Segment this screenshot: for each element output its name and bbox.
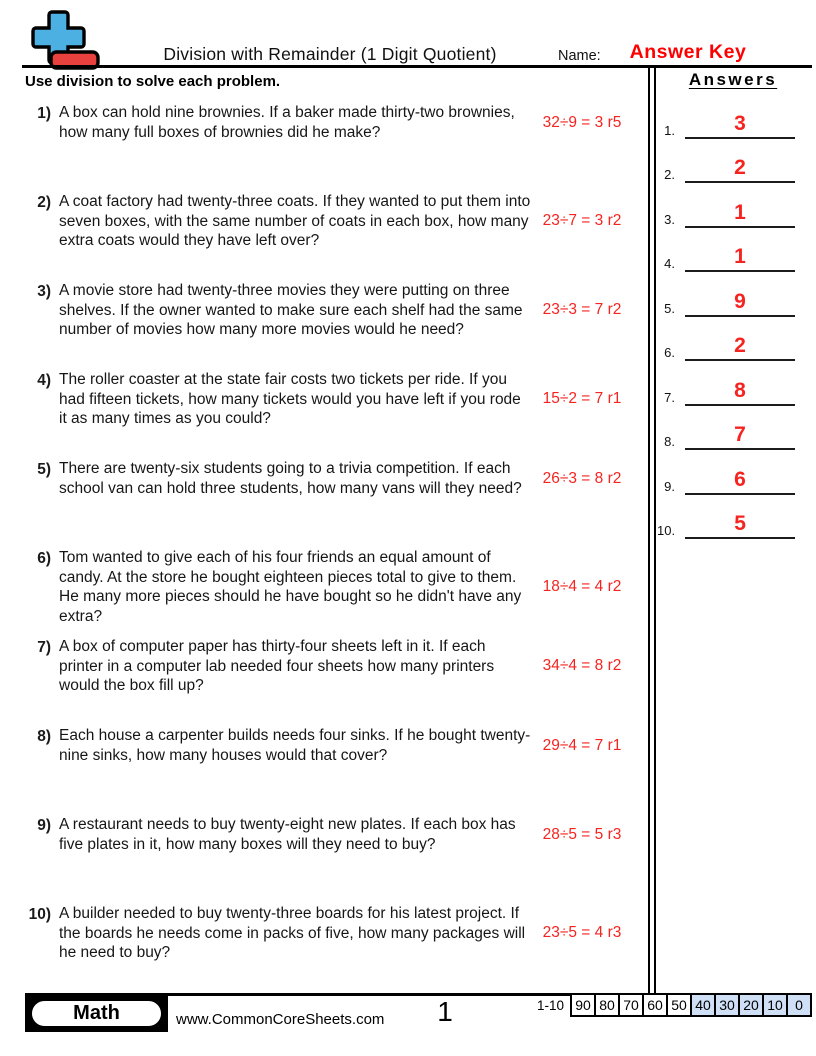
answer-number: 5. xyxy=(664,300,675,316)
subject-label: Math xyxy=(30,999,163,1028)
score-cell-60: 60 xyxy=(642,993,668,1017)
problem-number: 5) xyxy=(37,460,51,478)
column-divider xyxy=(648,68,656,995)
answer-row-9 xyxy=(657,450,809,495)
problem-equation: 23÷5 = 4 r3 xyxy=(542,924,622,942)
answer-key-text: Answer Key xyxy=(629,41,747,63)
answer-number: 8. xyxy=(664,434,675,449)
problem-equation: 32÷9 = 3 r5 xyxy=(542,113,622,131)
answer-number: 7. xyxy=(664,389,675,405)
plus-minus-logo-icon xyxy=(22,8,100,72)
score-cell-20: 20 xyxy=(738,993,764,1017)
problem-equation: 15÷2 = 7 r1 xyxy=(542,390,622,408)
answer-number: 6. xyxy=(664,345,675,360)
problem-text: The roller coaster at the state fair costs two tickets per ride. If you had fifteen tickets, how many tickets would you have left if you rode it as many times as you could? xyxy=(59,371,521,427)
score-cell-0: 0 xyxy=(786,993,812,1017)
problem-text: A coat factory had twenty-three coats. If they wanted to put them into seven boxes, with the same number of coats in each box, how many extra coats would they have left over? xyxy=(59,193,531,249)
answer-number: 2. xyxy=(664,167,675,182)
answer-row-6 xyxy=(657,317,809,362)
problem-10 xyxy=(25,904,647,993)
answer-blank-line xyxy=(685,245,795,272)
answer-blank-line xyxy=(685,334,795,361)
problem-equation: 23÷3 = 7 r2 xyxy=(542,301,622,319)
answer-row-7 xyxy=(657,361,809,406)
score-range-label: 1-10 xyxy=(536,998,564,1013)
answer-value: 1 xyxy=(734,200,746,224)
answer-value: 3 xyxy=(734,111,746,135)
problem-5 xyxy=(25,459,647,548)
problem-number: 4) xyxy=(37,371,51,389)
answer-value: 2 xyxy=(734,334,746,357)
problem-text: A movie store had twenty-three movies they were putting on three shelves. If the owner wanted to make sure each shelf had the same number of movies how many more movies would he need? xyxy=(59,282,523,338)
problem-text: Each house a carpenter builds needs four sinks. If he bought twenty-nine sinks, how many houses would that cover? xyxy=(59,727,531,764)
problem-number: 1) xyxy=(37,104,51,122)
problem-equation: 26÷3 = 8 r2 xyxy=(542,469,622,487)
answers-panel xyxy=(657,70,809,539)
answer-row-1 xyxy=(657,94,809,139)
problem-4 xyxy=(25,370,647,459)
score-cell-80: 80 xyxy=(594,993,620,1017)
answer-row-10 xyxy=(657,495,809,540)
problem-equation: 28÷5 = 5 r3 xyxy=(542,825,622,843)
answer-blank-line xyxy=(685,290,795,317)
problem-number: 3) xyxy=(37,282,51,300)
answer-number: 10. xyxy=(657,523,676,538)
score-cell-10: 10 xyxy=(762,993,788,1017)
score-table xyxy=(537,993,812,1017)
answer-value: 8 xyxy=(734,378,746,402)
answer-value: 5 xyxy=(734,512,746,535)
answer-value: 1 xyxy=(734,245,746,268)
website-link[interactable]: www.CommonCoreSheets.com xyxy=(176,1011,385,1028)
problem-number: 7) xyxy=(37,638,51,656)
score-cell-70: 70 xyxy=(618,993,644,1017)
answer-row-5 xyxy=(657,272,809,317)
answer-blank-line xyxy=(685,468,795,495)
problem-7 xyxy=(25,637,647,726)
score-cell-40: 40 xyxy=(690,993,716,1017)
problem-number: 9) xyxy=(37,816,51,834)
problem-number: 6) xyxy=(37,549,51,567)
problem-text: A box of computer paper has thirty-four sheets left in it. If each printer in a computer lab needed four sheets how many printers would the box fill up? xyxy=(59,638,495,694)
header-divider xyxy=(22,65,812,68)
problem-text: There are twenty-six students going to a trivia competition. If each school van can hold three students, how many vans will they need? xyxy=(59,460,522,497)
score-cell-50: 50 xyxy=(666,993,692,1017)
answer-blank-line xyxy=(685,156,795,183)
answer-number: 1. xyxy=(664,122,675,138)
answer-row-4 xyxy=(657,228,809,273)
problem-2 xyxy=(25,192,647,281)
page-number: 1 xyxy=(437,996,453,1027)
answer-number: 4. xyxy=(664,256,675,271)
problem-equation: 23÷7 = 3 r2 xyxy=(542,212,622,230)
answer-row-3 xyxy=(657,183,809,228)
problems-list xyxy=(25,103,647,993)
problem-number: 10) xyxy=(28,905,51,923)
score-cell-30: 30 xyxy=(714,993,740,1017)
answer-blank-line xyxy=(685,512,795,539)
answer-value: 7 xyxy=(734,423,746,446)
problem-3 xyxy=(25,281,647,370)
name-label: Name: xyxy=(558,48,601,64)
answer-blank-line xyxy=(685,379,795,406)
answer-blank-line xyxy=(685,423,795,450)
answer-blank-line xyxy=(685,201,795,228)
answer-value: 2 xyxy=(734,156,746,179)
problem-1 xyxy=(25,103,647,192)
problem-text: A restaurant needs to buy twenty-eight new plates. If each box has five plates in it, how many boxes will they need to buy? xyxy=(59,816,516,853)
answer-row-8 xyxy=(657,406,809,451)
problem-text: A builder needed to buy twenty-three boards for his latest project. If the boards he needs come in packs of five, how many packages will he need to buy? xyxy=(59,905,526,961)
answer-blank-line xyxy=(685,112,795,139)
answer-number: 3. xyxy=(664,211,675,227)
subject-badge xyxy=(25,995,168,1032)
instructions-text: Use division to solve each problem. xyxy=(25,73,281,90)
score-cell-90: 90 xyxy=(570,993,596,1017)
problem-equation: 29÷4 = 7 r1 xyxy=(542,736,622,754)
problem-number: 2) xyxy=(37,193,51,211)
page-title: Division with Remainder (1 Digit Quotient) xyxy=(163,44,497,64)
problem-8 xyxy=(25,726,647,815)
answers-title: Answers xyxy=(688,70,778,89)
answer-value: 9 xyxy=(734,289,746,313)
problem-9 xyxy=(25,815,647,904)
answer-value: 6 xyxy=(734,467,746,491)
answer-row-2 xyxy=(657,139,809,184)
problem-number: 8) xyxy=(37,727,51,745)
answer-number: 9. xyxy=(664,478,675,494)
problem-text: A box can hold nine brownies. If a baker made thirty-two brownies, how many full boxes of brownies did he make? xyxy=(59,104,515,141)
problem-equation: 18÷4 = 4 r2 xyxy=(542,578,622,595)
problem-text: Tom wanted to give each of his four friends an equal amount of candy. At the store he bought eighteen pieces total to give to them. He many more pieces should he have bought so he didn't have any extra? xyxy=(59,549,522,625)
problem-6 xyxy=(25,548,647,637)
problem-equation: 34÷4 = 8 r2 xyxy=(542,657,622,675)
